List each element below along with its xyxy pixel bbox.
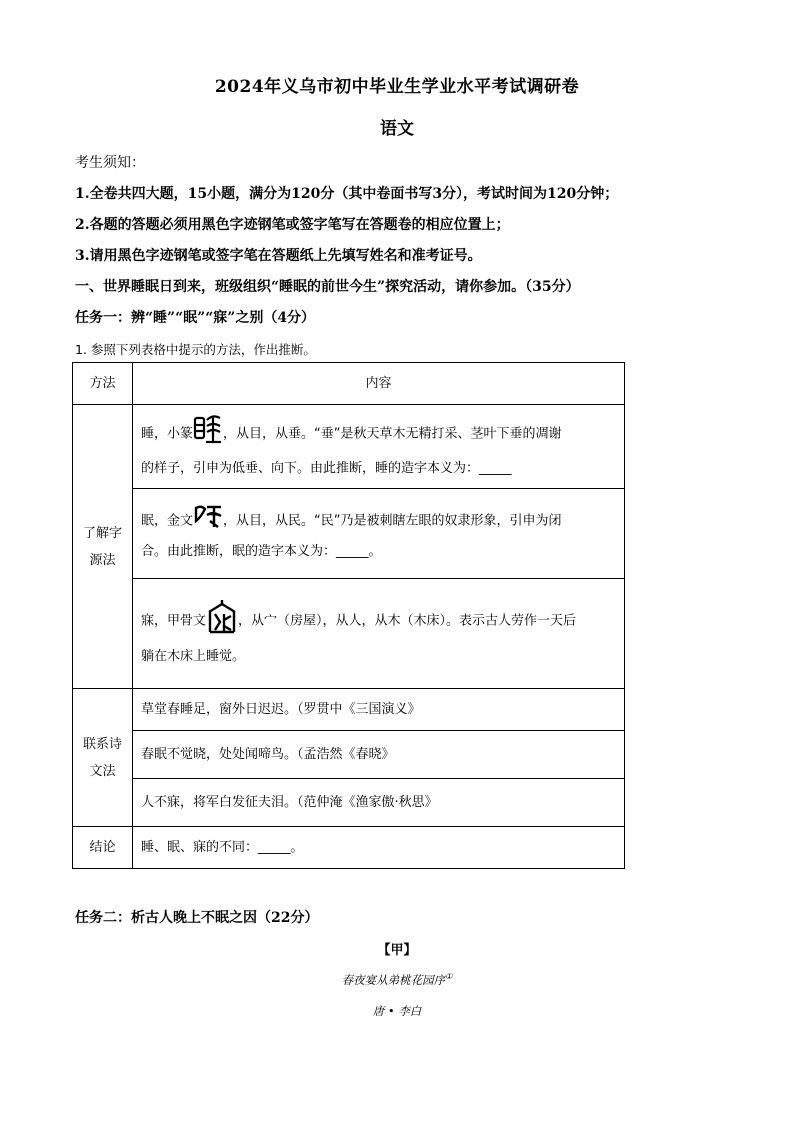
shui-text-a: 睡，小篆 [141, 426, 194, 441]
table-row [73, 689, 625, 731]
table-row [73, 405, 625, 489]
task2-heading: 任务二：析古人晚上不眠之因（22分） [75, 910, 319, 926]
method-conclusion: 结论 [73, 827, 133, 869]
table-row [73, 731, 625, 779]
notice-item-1: 1.全卷共四大题，15小题，满分为120分（其中卷面书写3分），考试时间为120分钟； [75, 186, 619, 202]
oracle-script-mei-icon [206, 598, 238, 644]
poem-title-text: 春夜宴从弟桃花园序 [341, 973, 446, 987]
cell-mei [133, 579, 625, 689]
mian-text-c: 合。由此推断，眠的造字本义为：_____。 [141, 543, 382, 559]
part-label-jia: 【甲】 [377, 943, 417, 958]
question-1: 1. 参照下列表格中提示的方法，作出推断。 [75, 342, 316, 357]
poem-author: 唐 • 李白 [372, 1004, 422, 1018]
cell-poem-2: 春眠不觉晓，处处闻啼鸟。（孟浩然《春晓》 [133, 731, 625, 779]
cell-poem-3: 人不寐，将军白发征夫泪。（范仲淹《渔家傲·秋思》 [133, 779, 625, 827]
table-row [73, 827, 625, 869]
seal-script-shui-icon [193, 412, 223, 456]
mian-text-b: ，从目，从民。“民”乃是被刺瞎左眼的奴隶形象，引申为闭 [223, 513, 562, 528]
method-table [72, 362, 625, 869]
mei-text-b: ，从宀（房屋），从人，从木（木床）。表示古人劳作一天后 [238, 613, 577, 628]
section1-heading: 一、世界睡眠日到来，班级组织“睡眠的前世今生”探究活动，请你参加。（35分） [75, 279, 580, 295]
notice-item-3: 3.请用黑色字迹钢笔或签字笔在答题纸上先填写姓名和准考证号。 [75, 248, 482, 264]
notice-heading: 考生须知： [75, 155, 145, 171]
table-row [73, 489, 625, 579]
shui-text-b: ，从目，从垂。“垂”是秋天草木无精打采、茎叶下垂的凋谢 [223, 426, 562, 441]
table-row [73, 579, 625, 689]
header-content: 内容 [133, 363, 625, 405]
method-lian-xi: 联系诗文法 [73, 689, 133, 827]
notice-item-2: 2.各题的答题必须用黑色字迹钢笔或签字笔写在答题卷的相应位置上； [75, 217, 510, 233]
bronze-script-mian-icon [193, 503, 223, 539]
exam-subject: 语文 [380, 119, 414, 139]
cell-shui [133, 405, 625, 489]
mei-text-a: 寐，甲骨文 [141, 613, 207, 628]
cell-poem-1: 草堂春睡足，窗外日迟迟。（罗贯中《三国演义》 [133, 689, 625, 731]
task1-heading: 任务一：辨“睡”“眠”“寐”之别（4分） [75, 310, 316, 326]
mian-text-a: 眠，金文 [141, 513, 194, 528]
table-header-row [73, 363, 625, 405]
poem-title [0, 972, 794, 988]
table-row [73, 779, 625, 827]
footnote-mark: ① [445, 972, 453, 982]
method-zi-yuan: 了解字源法 [73, 405, 133, 689]
mei-text-c: 躺在木床上睡觉。 [141, 648, 246, 664]
cell-mian [133, 489, 625, 579]
shui-text-c: 的样子，引申为低垂、向下。由此推断，睡的造字本义为：_____ [141, 460, 512, 476]
header-method: 方法 [73, 363, 133, 405]
exam-title: 2024年义乌市初中毕业生学业水平考试调研卷 [214, 77, 580, 97]
cell-conclusion: 睡、眠、寐的不同：_____。 [133, 827, 625, 869]
